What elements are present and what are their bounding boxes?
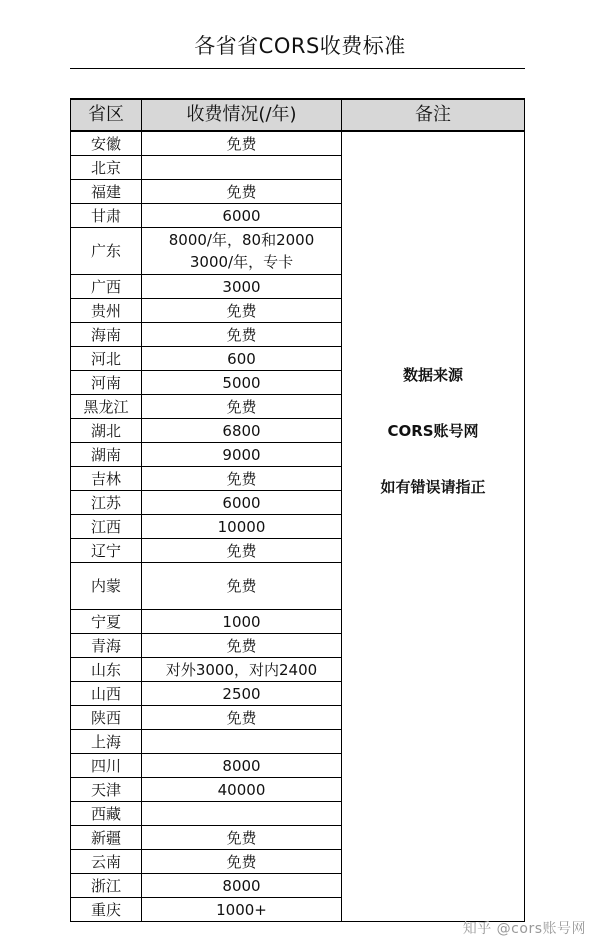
province-cell: 福建 [71, 180, 142, 204]
note-line3: 如有错误请指正 [380, 478, 486, 496]
fee-cell: 免费 [142, 323, 342, 347]
note-line1: 数据来源 [402, 366, 463, 384]
fee-cell: 对外3000，对内2400 [142, 658, 342, 682]
fee-cell [142, 156, 342, 180]
fee-cell: 免费 [142, 826, 342, 850]
fee-cell: 免费 [142, 539, 342, 563]
fee-cell [142, 730, 342, 754]
watermark: 知乎 @cors账号网 [462, 921, 586, 937]
province-cell: 新疆 [71, 826, 142, 850]
province-cell: 四川 [71, 754, 142, 778]
fee-cell: 免费 [142, 131, 342, 156]
province-cell: 宁夏 [71, 610, 142, 634]
title-divider [70, 68, 525, 69]
fee-cell: 免费 [142, 395, 342, 419]
fee-cell: 9000 [142, 443, 342, 467]
page-title: 各省省CORS收费标准 [194, 34, 406, 58]
fee-cell: 免费 [142, 563, 342, 610]
fee-cell: 10000 [142, 515, 342, 539]
header-province: 省区 [71, 99, 142, 131]
province-cell: 吉林 [71, 467, 142, 491]
province-cell: 重庆 [71, 898, 142, 922]
province-cell: 安徽 [71, 131, 142, 156]
province-cell: 湖南 [71, 443, 142, 467]
fee-cell: 免费 [142, 180, 342, 204]
province-cell: 江西 [71, 515, 142, 539]
fee-cell: 5000 [142, 371, 342, 395]
table-header-row [71, 99, 525, 131]
fee-cell: 6800 [142, 419, 342, 443]
cors-fee-table [70, 98, 525, 922]
province-cell: 河南 [71, 371, 142, 395]
fee-cell: 免费 [142, 706, 342, 730]
province-cell: 甘肃 [71, 204, 142, 228]
province-cell: 北京 [71, 156, 142, 180]
province-cell: 黑龙江 [71, 395, 142, 419]
fee-cell: 免费 [142, 299, 342, 323]
fee-cell: 1000 [142, 610, 342, 634]
province-cell: 云南 [71, 850, 142, 874]
province-cell: 海南 [71, 323, 142, 347]
province-cell: 青海 [71, 634, 142, 658]
fee-cell: 免费 [142, 467, 342, 491]
province-cell: 广东 [71, 228, 142, 275]
province-cell: 江苏 [71, 491, 142, 515]
fee-cell: 40000 [142, 778, 342, 802]
fee-cell: 3000 [142, 275, 342, 299]
fee-cell: 8000/年，80和2000 3000/年，专卡 [142, 228, 342, 275]
note-line2: CORS账号网 [387, 422, 479, 440]
fee-cell: 8000 [142, 754, 342, 778]
header-notes: 备注 [342, 99, 525, 131]
province-cell: 内蒙 [71, 563, 142, 610]
table-row [71, 131, 525, 156]
province-cell: 上海 [71, 730, 142, 754]
province-cell: 贵州 [71, 299, 142, 323]
fee-cell: 免费 [142, 850, 342, 874]
province-cell: 浙江 [71, 874, 142, 898]
province-cell: 天津 [71, 778, 142, 802]
fee-cell: 6000 [142, 491, 342, 515]
fee-cell [142, 802, 342, 826]
province-cell: 辽宁 [71, 539, 142, 563]
table-body [71, 131, 525, 922]
fee-cell: 2500 [142, 682, 342, 706]
province-cell: 西藏 [71, 802, 142, 826]
province-cell: 河北 [71, 347, 142, 371]
notes-cell [342, 131, 525, 922]
fee-cell: 免费 [142, 634, 342, 658]
fee-cell: 1000+ [142, 898, 342, 922]
fee-cell: 600 [142, 347, 342, 371]
province-cell: 陕西 [71, 706, 142, 730]
province-cell: 山西 [71, 682, 142, 706]
fee-cell: 6000 [142, 204, 342, 228]
fee-cell: 8000 [142, 874, 342, 898]
header-fee: 收费情况(/年) [142, 99, 342, 131]
province-cell: 湖北 [71, 419, 142, 443]
province-cell: 山东 [71, 658, 142, 682]
province-cell: 广西 [71, 275, 142, 299]
